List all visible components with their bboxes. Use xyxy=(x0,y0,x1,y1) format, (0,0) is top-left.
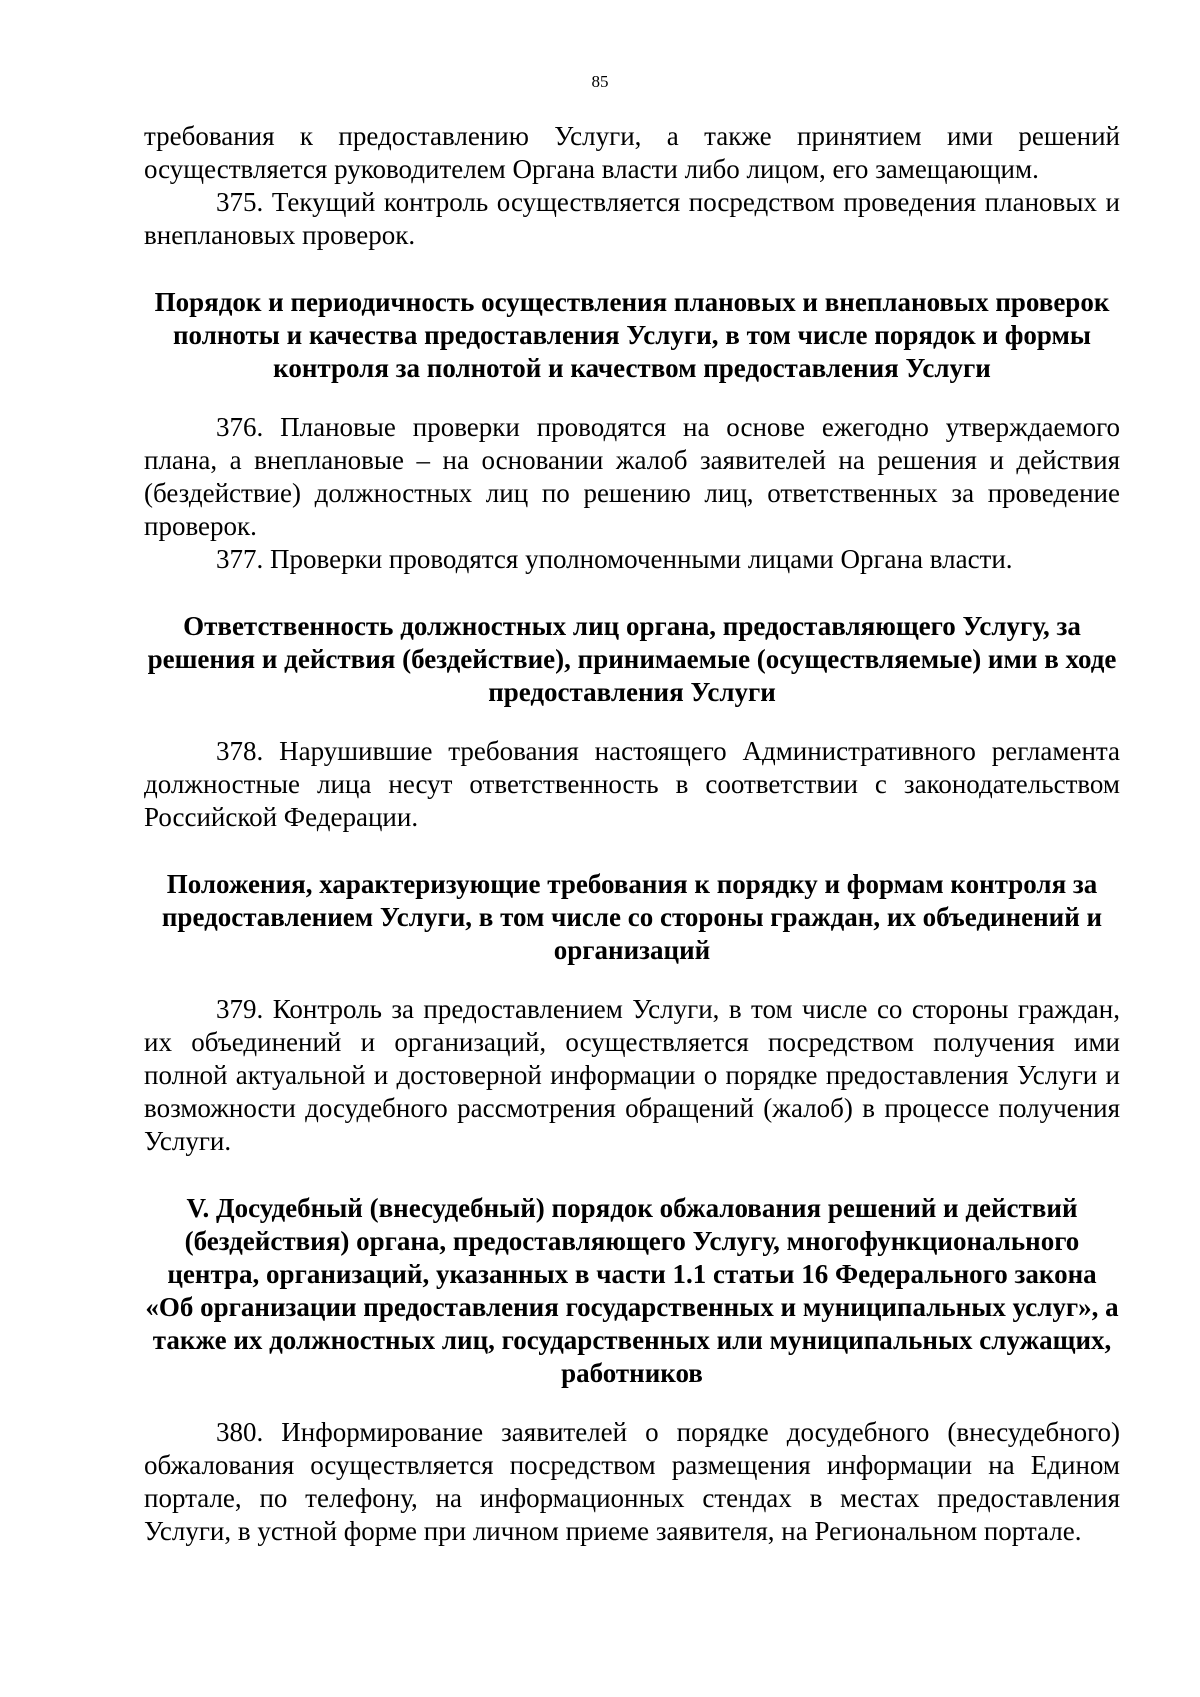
section-heading-inspections: Порядок и периодичность осуществления плановых и внеплановых проверок полноты и качества предоставления Услуги, в том числе порядок и формы контроля за полнотой и качеством предоставления Услуги xyxy=(154,287,1110,383)
paragraph-379: 379. Контроль за предоставлением Услуги, в том числе со стороны граждан, их объединений и организаций, осуществляется посредством получения ими полной актуальной и достоверной информации о порядке предоставления Услуги и возможности досудебного рассмотрения обращений (жалоб) в процессе получения Услуги. xyxy=(144,994,1120,1156)
paragraph-380: 380. Информирование заявителей о порядке досудебного (внесудебного) обжалования осуществляется посредством размещения информации на Едином портале, по телефону, на информационных стендах в местах предоставления Услуги, в устной форме при личном приеме заявителя, на Региональном портале. xyxy=(144,1417,1120,1546)
section-heading-control-provisions: Положения, характеризующие требования к порядку и формам контроля за предоставлением Услуги, в том числе со стороны граждан, их объединений и организаций xyxy=(161,869,1103,965)
page-number: 85 xyxy=(591,72,609,91)
chapter-heading-v-appeal: V. Досудебный (внесудебный) порядок обжалования решений и действий (бездействия) органа, предоставляющего Услугу, многофункционального центра, организаций, указанных в части 1.1 статьи 16 Федерального закона «Об организации предоставления государственных и муниципальных услуг», а также их должностных лиц, государственных или муниципальных служащих, работников xyxy=(145,1193,1119,1388)
paragraph-continuation: требования к предоставлению Услуги, а также принятием ими решений осуществляется руководителем Органа власти либо лицом, его замещающим. xyxy=(144,121,1120,184)
paragraph-377: 377. Проверки проводятся уполномоченными лицами Органа власти. xyxy=(216,544,1013,574)
paragraph-376: 376. Плановые проверки проводятся на основе ежегодно утверждаемого плана, а внеплановые – на основании жалоб заявителей на решения и действия (бездействие) должностных лиц по решению лиц, ответственных за проведение проверок. xyxy=(144,412,1120,541)
paragraph-375: 375. Текущий контроль осуществляется посредством проведения плановых и внеплановых проверок. xyxy=(144,187,1120,250)
document-body xyxy=(144,120,1120,1548)
paragraph-378: 378. Нарушившие требования настоящего Административного регламента должностные лица несут ответственность в соответствии с законодательством Российской Федерации. xyxy=(144,736,1120,832)
section-heading-responsibility: Ответственность должностных лиц органа, предоставляющего Услугу, за решения и действия (бездействие), принимаемые (осуществляемые) ими в ходе предоставления Услуги xyxy=(147,611,1117,707)
